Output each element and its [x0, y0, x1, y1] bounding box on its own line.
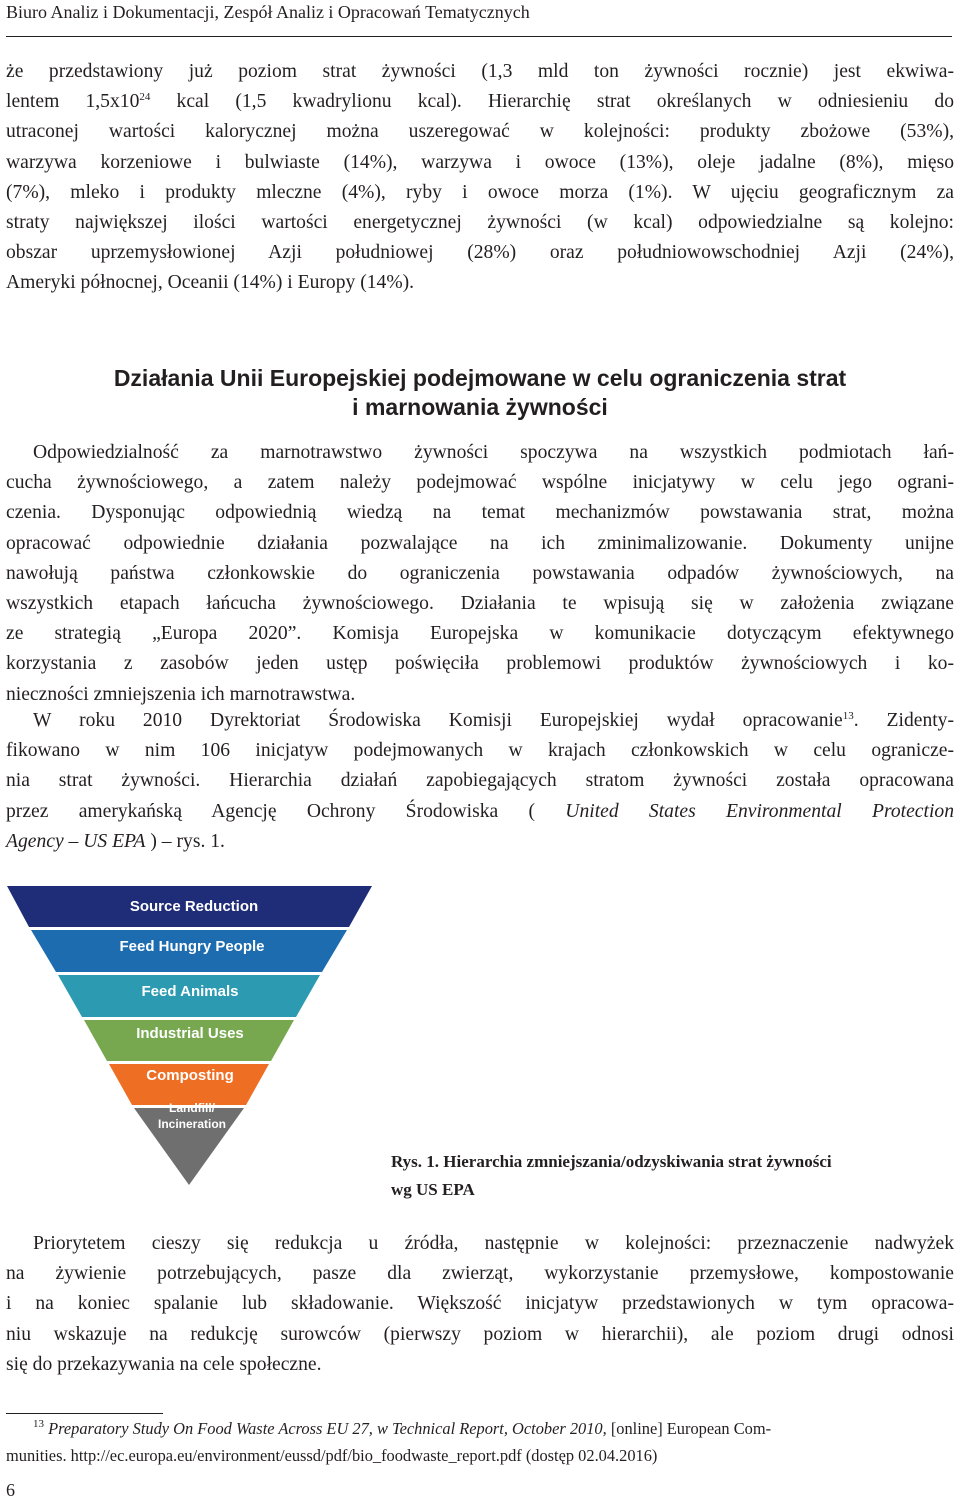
text-line: $^{13}$ Preparatory Study On Food Waste Across EU 27, w Technical Report, October 2010, [online] European Com-: [33, 1418, 772, 1438]
footnote-rule: [6, 1413, 163, 1414]
section-heading: Działania Unii Europejskiej podejmowane w celu ograniczenia strat i marnowania żywności: [113, 365, 847, 420]
pyramid-label: Incineration: [157, 1117, 227, 1131]
text-line: Ameryki północnej, Oceanii (14%) i Europy (14%).: [6, 272, 415, 294]
text-line: W roku 2010 Dyrektoriat Środowiska Komisji Europejskiej wydał opracowanie$^{13}$. Zidenty-: [33, 710, 955, 731]
text-line: cucha żywnościowego, a zatem należy podejmować wspólne inicjatywy w celu jego ograni-: [6, 472, 954, 494]
paragraph-4: [6, 1229, 954, 1380]
pyramid-label: Feed Animals: [141, 983, 239, 1000]
text-line: utraconej wartości kalorycznej można uszeregować w kolejności: produkty zbożowe (53%),: [6, 121, 954, 143]
text-line: i na koniec spalanie lub składowanie. Większość inicjatyw przedstawionych w tym opracowa-: [6, 1293, 954, 1315]
pyramid-label: Feed Hungry People: [119, 938, 265, 955]
text-line: że przedstawiony już poziom strat żywności (1,3 mld ton żywności rocznie) jest ekwiwa-: [6, 61, 954, 82]
text-line: przez amerykańską Agencję Ochrony Środowiska ( United States Environmental Protection: [6, 800, 954, 822]
text-line: obszar uprzemysłowionej Azji południowej (28%) oraz południowowschodniej Azji (24%),: [6, 242, 954, 264]
pyramid-label: Composting: [146, 1067, 234, 1084]
text-line: niu wskazuje na redukcję surowców (pierwszy poziom w hierarchii), ale poziom drugi odnosi: [6, 1323, 954, 1345]
text-line: nia strat żywności. Hierarchia działań zapobiegających stratom żywności została opracowana: [6, 770, 954, 792]
text-line: nieczności zmniejszenia ich marnotrawstwa.: [6, 683, 356, 705]
text-line: na żywienie potrzebujących, pasze dla zwierząt, wykorzystanie przemysłowe, kompostowanie: [6, 1263, 954, 1285]
text-line: warzywa korzeniowe i bulwiaste (14%), warzywa i owoce (13%), oleje jadalne (8%), mięso: [6, 151, 954, 173]
text-line: straty największej ilości wartości energetycznej żywności (w kcal) odpowiedzialne są kolejno:: [6, 211, 954, 233]
paragraph-3: [6, 706, 954, 857]
footnote: [6, 1415, 954, 1469]
running-header: Biuro Analiz i Dokumentacji, Zespół Analiz i Opracowań Tematycznych: [6, 2, 530, 22]
text-line: się do przekazywania na cele społeczne.: [6, 1353, 322, 1375]
waste-hierarchy-pyramid: [0, 880, 390, 1190]
text-line: opracować odpowiednie działania pozwalające na ich zminimalizowanie. Dokumenty unijne: [6, 532, 954, 554]
paragraph-1: [6, 57, 954, 299]
figure-caption: Rys. 1. Hierarchia zmniejszania/odzyskiwania strat żywności wg US EPA: [391, 1152, 832, 1199]
pyramid-label: Industrial Uses: [136, 1025, 244, 1042]
text-line: nawołują państwa członkowskie do ograniczenia powstawania odpadów żywnościowych, na: [6, 562, 954, 584]
paragraph-2: [6, 438, 954, 710]
header-rule: [6, 36, 952, 37]
text-line: korzystania z zasobów jeden ustęp poświęciła problemowi produktów żywnościowych i ko-: [6, 653, 954, 675]
text-line: (7%), mleko i produkty mleczne (4%), ryby i owoce morza (1%). W ujęciu geograficznym za: [6, 181, 954, 203]
text-line: Odpowiedzialność za marnotrawstwo żywności spoczywa na wszystkich podmiotach łań-: [33, 442, 954, 463]
pyramid-label: Landfill/: [169, 1101, 215, 1115]
text-line: lentem $1,5x10^{24}$ kcal (1,5 kwadrylionu kcal). Hierarchię strat określanych w odniesieniu do: [6, 91, 954, 113]
text-line: wszystkich etapach łańcucha żywnościowego. Działania te wpisują się w założenia związane: [6, 592, 954, 614]
text-line: fikowano w nim 106 inicjatyw podejmowanych w krajach członkowskich w celu ogranicze-: [6, 740, 954, 762]
text-line: munities. http://ec.europa.eu/environment/eussd/pdf/bio_foodwaste_report.pdf (dostęp 02.04.2016): [6, 1446, 658, 1465]
page-number: 6: [6, 1480, 15, 1500]
text-line: ze strategią „Europa 2020”. Komisja Europejska w komunikacie dotyczącym efektywnego: [6, 623, 954, 645]
text-line: czenia. Dysponując odpowiednią wiedzą na temat mechanizmów powstawania strat, można: [6, 502, 954, 524]
text-line: Priorytetem cieszy się redukcja u źródła, następnie w kolejności: przeznaczenie nadwyżek: [33, 1233, 954, 1254]
text-line: Agency – US EPA ) – rys. 1.: [6, 830, 225, 852]
pyramid-label: Source Reduction: [129, 898, 259, 915]
